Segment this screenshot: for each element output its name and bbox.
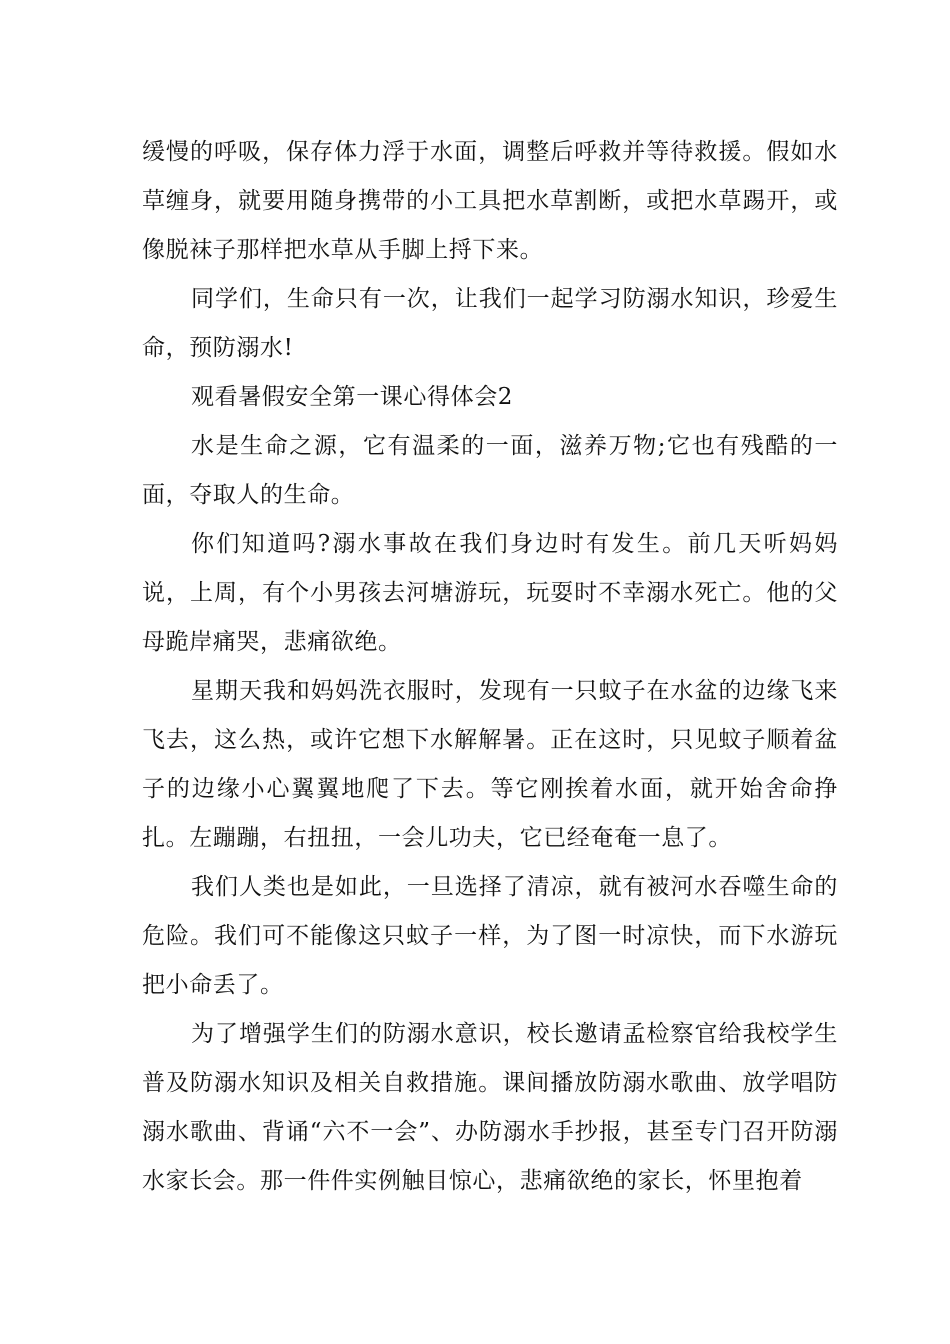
- section-heading: 观看暑假安全第一课心得体会2: [191, 384, 514, 410]
- paragraph: 你们知道吗?溺水事故在我们身边时有发生。前几天听妈妈说，上周，有个小男孩去河塘游玩，玩耍时不幸溺水死亡。他的父母跪岸痛哭，悲痛欲绝。: [142, 531, 838, 655]
- paragraph: 为了增强学生们的防溺水意识，校长邀请孟检察官给我校学生普及防溺水知识及相关自救措施。课间播放防溺水歌曲、放学唱防溺水歌曲、背诵“六不一会”、办防溺水手抄报，甚至专门召开防溺水家长会。那一件件实例触目惊心，悲痛欲绝的家长，怀里抱着: [142, 1021, 838, 1194]
- paragraph-continuation: 缓慢的呼吸，保存体力浮于水面，调整后呼救并等待救援。假如水草缠身，就要用随身携带的小工具把水草割断，或把水草踢开，或像脱袜子那样把水草从手脚上捋下来。: [142, 139, 838, 263]
- paragraph: 同学们，生命只有一次，让我们一起学习防溺水知识，珍爱生命，预防溺水!: [142, 286, 838, 361]
- paragraph: 星期天我和妈妈洗衣服时，发现有一只蚊子在水盆的边缘飞来飞去，这么热，或许它想下水解解暑。正在这时，只见蚊子顺着盆子的边缘小心翼翼地爬了下去。等它刚挨着水面，就开始舍命挣扎。左蹦蹦，右扭扭，一会儿功夫，它已经奄奄一息了。: [142, 678, 838, 851]
- document-body: [142, 128, 838, 1206]
- paragraph: 我们人类也是如此，一旦选择了清凉，就有被河水吞噬生命的危险。我们可不能像这只蚊子一样，为了图一时凉快，而下水游玩把小命丢了。: [142, 874, 838, 998]
- paragraph: 水是生命之源，它有温柔的一面，滋养万物;它也有残酷的一面，夺取人的生命。: [142, 433, 838, 508]
